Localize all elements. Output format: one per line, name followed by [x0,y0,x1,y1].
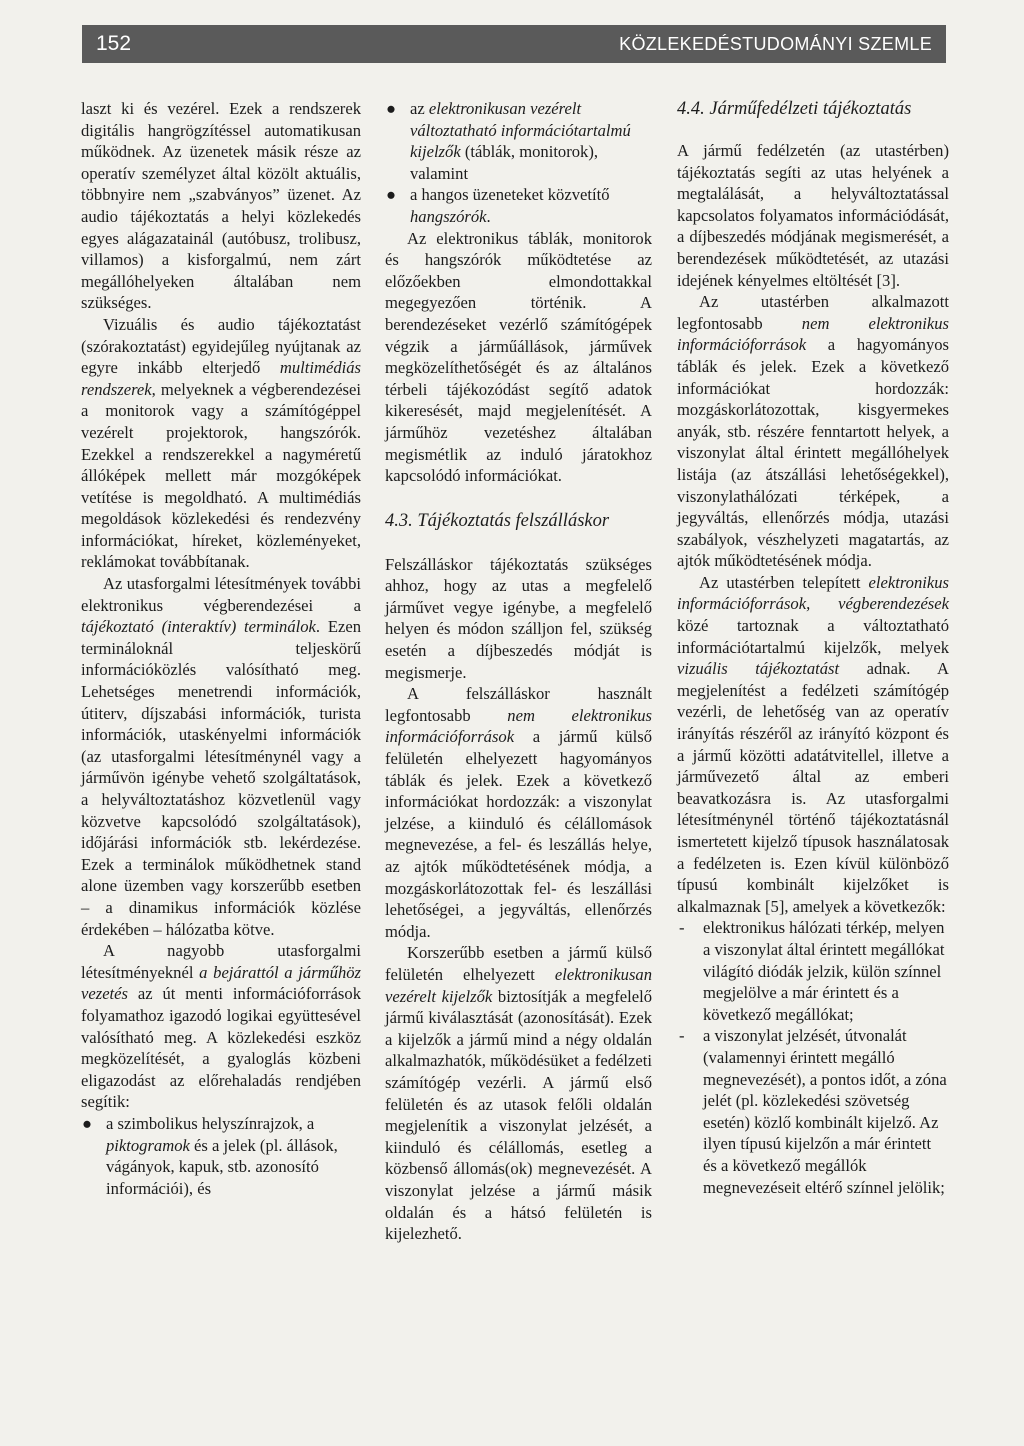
paragraph: Vizuális és audio tájékoztatást (szórakoztatást) egyidejűleg nyújtanak az egyre inkább elterjedő multimédiás rendszerek, melyeknek a végberendezései a monitorok vagy a számítógéppel vezérelt projektorok, hangszórók. Ezekkel a rendszerekkel a nagyméretű állóképek mellett már mozgóképek vetítése is megoldható. A multimédiás megoldások közlekedési és rendezvény információkat, híreket, közleményeket, reklámokat továbbítanak. [81,314,361,572]
column-2 [385,98,652,1245]
paragraph: Az utastérben alkalmazott legfontosabb nem elektronikus információforrások a hagyományos táblák és jelek. Ezek a következő információkat hordozzák: mozgáskorlátozottak, kisgyermekes anyák, stb. részére fenntartott helyek, a viszonylat által érintett megállóhelyek listája (az átszállási lehetőségekkel), viszonylathálózati térképek, a jegyváltás, ellenőrzés módja, utazási szabályok, vészhelyzeti magatartás, az ajtók működtetésének módja. [677,292,949,571]
section-heading: 4.4. Járműfedélzeti tájékoztatás [677,99,912,119]
page-header [82,25,946,63]
list-item: ● a hangos üzeneteket közvetítő hangszórók. [386,185,610,226]
bullet-icon: ● [386,185,397,205]
bullet-list [81,1113,361,1199]
paragraph: Korszerűbb esetben a jármű külső felületén elhelyezett elektronikusan vezérelt kijelzők biztosítják a megfelelő jármű kiválasztását (azonosítását). Ezek a kijelzők a jármű mind a négy oldalán alkalmazhatók, működésüket a fedélzeti számítógép vezérli. A jármű első felületén és az utasok felőli oldalán megjelenítik a viszonylat jelzését, a kiinduló és célállomás, esetleg a közbenső állomás(ok) megnevezését. A viszonylat jelzése a jármű másik oldalán és a hátsó felületén is kijelezhető. [385,943,652,1244]
paragraph: Az elektronikus táblák, monitorok és hangszórók működtetése az előzőekben elmondottakkal megegyezően történik. A berendezéseket vezérlő számítógépek végzik a járműállások, járművek megközelíthetőségét és az általános térbeli tájékozódást segítő adatok kikeresését, majd megjelenítését. A járműhöz vezetéshez általában megismétlik az induló járatokhoz kapcsolódó információkat. [385,228,652,486]
column-3 [677,98,949,1198]
bullet-icon: ● [386,99,397,118]
paragraph: A nagyobb utasforgalmi létesítményeknél a bejárattól a járműhöz vezetés az út menti információforrások folyamathoz igazodó logikai együttesével valósítható meg. A közlekedési eszköz megközelítését, a gyaloglás közbeni eligazodást az előrehaladás rendjében segítik: [81,941,362,1112]
list-item: ● a szimbolikus helyszínrajzok, a piktogramok és a jelek (pl. állások, vágányok, kapuk, stb. azonosító információi), és [82,1113,338,1198]
paragraph: laszt ki és vezérel. Ezek a rendszerek digitális hangrögzítéssel automatikusan működnek. Az üzenetek másik része az operatív személyzet által közölt aktuális, többnyire nem „szabványos” üzenet. Az audio tájékoztatás a helyi közlekedés egyes alágazatainál (autóbusz, trolibusz, villamos) a kisforgalmú, nem zárt megállóhelyeken általában nem szükséges. [81,99,361,313]
paragraph: A jármű fedélzetén (az utastérben) tájékoztatás segíti az utas helyének a megtalálását, a helyváltoztatással kapcsolatos folyamatos információdását, a díjbeszedés módjának megismerését, a berendezések működtetését, az utazási idejének kényelmes eltöltését [3]. [677,141,949,290]
paragraph: Felszálláskor tájékoztatás szükséges ahhoz, hogy az utas a megfelelő járművet vegye igénybe, a megfelelő helyen és módon szálljon fel, szükség esetén a díjbeszedés módját is megismerje. [385,554,652,682]
page-number: 152 [96,32,132,55]
dash-marker: - [679,1026,685,1046]
section-heading: 4.3. Tájékoztatás felszálláskor [385,510,610,531]
list-item: ● az elektronikusan vezérelt változtatható információtartalmú kijelzők (táblák, monitorok), valamint [386,99,631,183]
paragraph: Az utastérben telepített elektronikus információforrások, végberendezések közé tartoznak a változtatható információtartalmú kijelzők, melyek vizuális tájékoztatást adnak. A megjelenítést a fedélzeti számítógép vezérli, de lehetőség van az operatív irányítás részéről az irányító központ és a jármű közötti adatátvitellel, illetve a járművezető által az emberi beavatkozásra is. Az utasforgalmi létesítménynél történő tájékoztatásnál ismertetett kijelző típusok használatosak a fedélzeten is. Ezen kívül különböző típusú kombinált kijelzőket is alkalmaznak [5], amelyek a következők: [677,572,949,916]
paragraph: Az utasforgalmi létesítmények további elektronikus végberendezései a tájékoztató (interaktív) terminálok. Ezen termináloknál teljeskörű információközlés valósítható meg. Lehetséges menetrendi információk, útiterv, díjszabási információk, turista információk, utaskényelmi információk (az utasforgalmi létesítménynél vagy a járművön igénybe vehető szolgáltatások, a helyváltoztatáshoz közvetlenül vagy közvetve kapcsolódó szolgáltatások), időjárási információk stb. lekérdezése. Ezek a terminálok működhetnek stand alone üzemben vagy korszerűbb esetben – a dinamikus információk közlése érdekében – hálózatba kötve. [81,574,361,939]
list-item: - elektronikus hálózati térkép, melyen a viszonylat által érintett megállókat világító diódák jelzik, külön színnel megjelölve a már érintett és a következő megállókat; [679,918,945,1024]
paragraph: A felszálláskor használt legfontosabb nem elektronikus információforrások a jármű külső felületén elhelyezett hagyományos táblák és jelek. Ezek a következő információkat hordozzák: a viszonylat jelzése, a kiinduló és célállomások megnevezése, a fel- és leszállás helye, az ajtók működtetésének módja, a mozgáskorlátozottak fel- és leszállási lehetőségei, a jegyváltás, ellenőrzés módja. [385,684,652,941]
bullet-icon: ● [82,1113,93,1133]
dash-marker: - [679,918,685,938]
column-1 [81,98,361,1199]
journal-title: KÖZLEKEDÉSTUDOMÁNYI SZEMLE [619,34,932,54]
bullet-list [385,98,652,228]
dash-list [677,917,949,1198]
list-item: - a viszonylat jelzését, útvonalát (valamennyi érintett megálló megnevezését), a pontos időt, a zóna jelét (pl. közlekedési szövetség esetén) közlő kombinált kijelző. Az ilyen típusú kijelzőn a már érintett és a következő megállók megnevezéseit eltérő színnel jelölik; [679,1026,947,1197]
